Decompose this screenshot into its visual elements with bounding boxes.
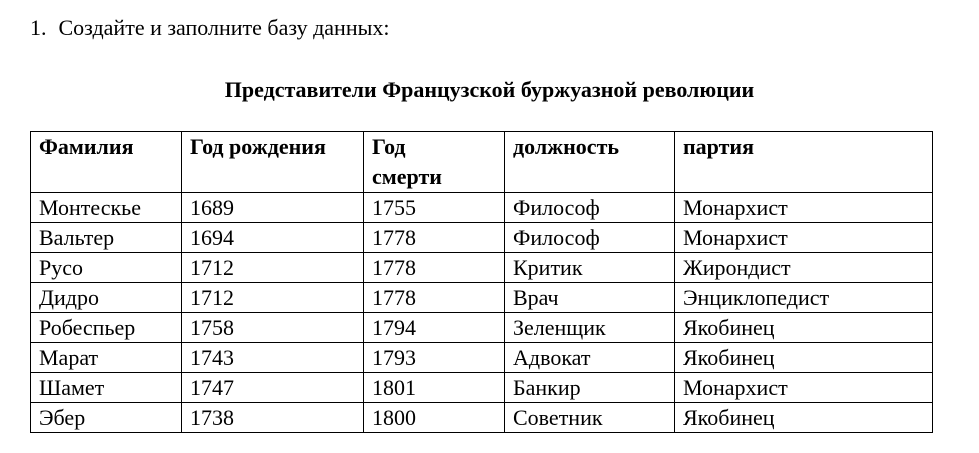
cell-death-year: 1793 <box>364 343 505 373</box>
cell-party: Якобинец <box>675 403 933 433</box>
table-row <box>31 223 933 253</box>
cell-position: Адвокат <box>505 343 675 373</box>
cell-death-year: 1800 <box>364 403 505 433</box>
cell-party: Якобинец <box>675 313 933 343</box>
header-death-year <box>364 132 505 193</box>
cell-surname: Робеспьер <box>31 313 182 343</box>
cell-surname: Марат <box>31 343 182 373</box>
cell-surname: Монтескье <box>31 193 182 223</box>
cell-death-year: 1778 <box>364 253 505 283</box>
cell-birth-year: 1694 <box>182 223 364 253</box>
cell-birth-year: 1689 <box>182 193 364 223</box>
cell-position: Банкир <box>505 373 675 403</box>
cell-party: Якобинец <box>675 343 933 373</box>
header-surname: Фамилия <box>31 132 182 193</box>
cell-birth-year: 1712 <box>182 253 364 283</box>
cell-death-year: 1755 <box>364 193 505 223</box>
cell-surname: Вальтер <box>31 223 182 253</box>
cell-birth-year: 1743 <box>182 343 364 373</box>
cell-surname: Эбер <box>31 403 182 433</box>
cell-position: Зеленщик <box>505 313 675 343</box>
cell-position: Советник <box>505 403 675 433</box>
cell-party: Монархист <box>675 223 933 253</box>
table-row <box>31 193 933 223</box>
table-row <box>31 403 933 433</box>
cell-death-year: 1794 <box>364 313 505 343</box>
cell-party: Жирондист <box>675 253 933 283</box>
cell-party: Энциклопедист <box>675 283 933 313</box>
cell-surname: Шамет <box>31 373 182 403</box>
cell-birth-year: 1712 <box>182 283 364 313</box>
header-birth-year: Год рождения <box>182 132 364 193</box>
task-number: 1. <box>30 15 47 40</box>
cell-party: Монархист <box>675 193 933 223</box>
task-instruction <box>30 14 390 42</box>
cell-death-year: 1778 <box>364 223 505 253</box>
table-row <box>31 253 933 283</box>
cell-position: Философ <box>505 193 675 223</box>
cell-surname: Русо <box>31 253 182 283</box>
table-row <box>31 343 933 373</box>
cell-position: Философ <box>505 223 675 253</box>
table-header-row <box>31 132 933 193</box>
cell-birth-year: 1747 <box>182 373 364 403</box>
database-table <box>30 131 933 433</box>
header-position: должность <box>505 132 675 193</box>
cell-death-year: 1801 <box>364 373 505 403</box>
header-death-year-label: Год смерти <box>372 134 442 189</box>
cell-birth-year: 1758 <box>182 313 364 343</box>
cell-party: Монархист <box>675 373 933 403</box>
cell-position: Врач <box>505 283 675 313</box>
table-row <box>31 283 933 313</box>
task-text: Создайте и заполните базу данных: <box>58 15 390 40</box>
table-row <box>31 313 933 343</box>
cell-birth-year: 1738 <box>182 403 364 433</box>
cell-death-year: 1778 <box>364 283 505 313</box>
cell-surname: Дидро <box>31 283 182 313</box>
header-party: партия <box>675 132 933 193</box>
table-title: Представители Французской буржуазной революции <box>224 77 755 102</box>
table-row <box>31 373 933 403</box>
cell-position: Критик <box>505 253 675 283</box>
